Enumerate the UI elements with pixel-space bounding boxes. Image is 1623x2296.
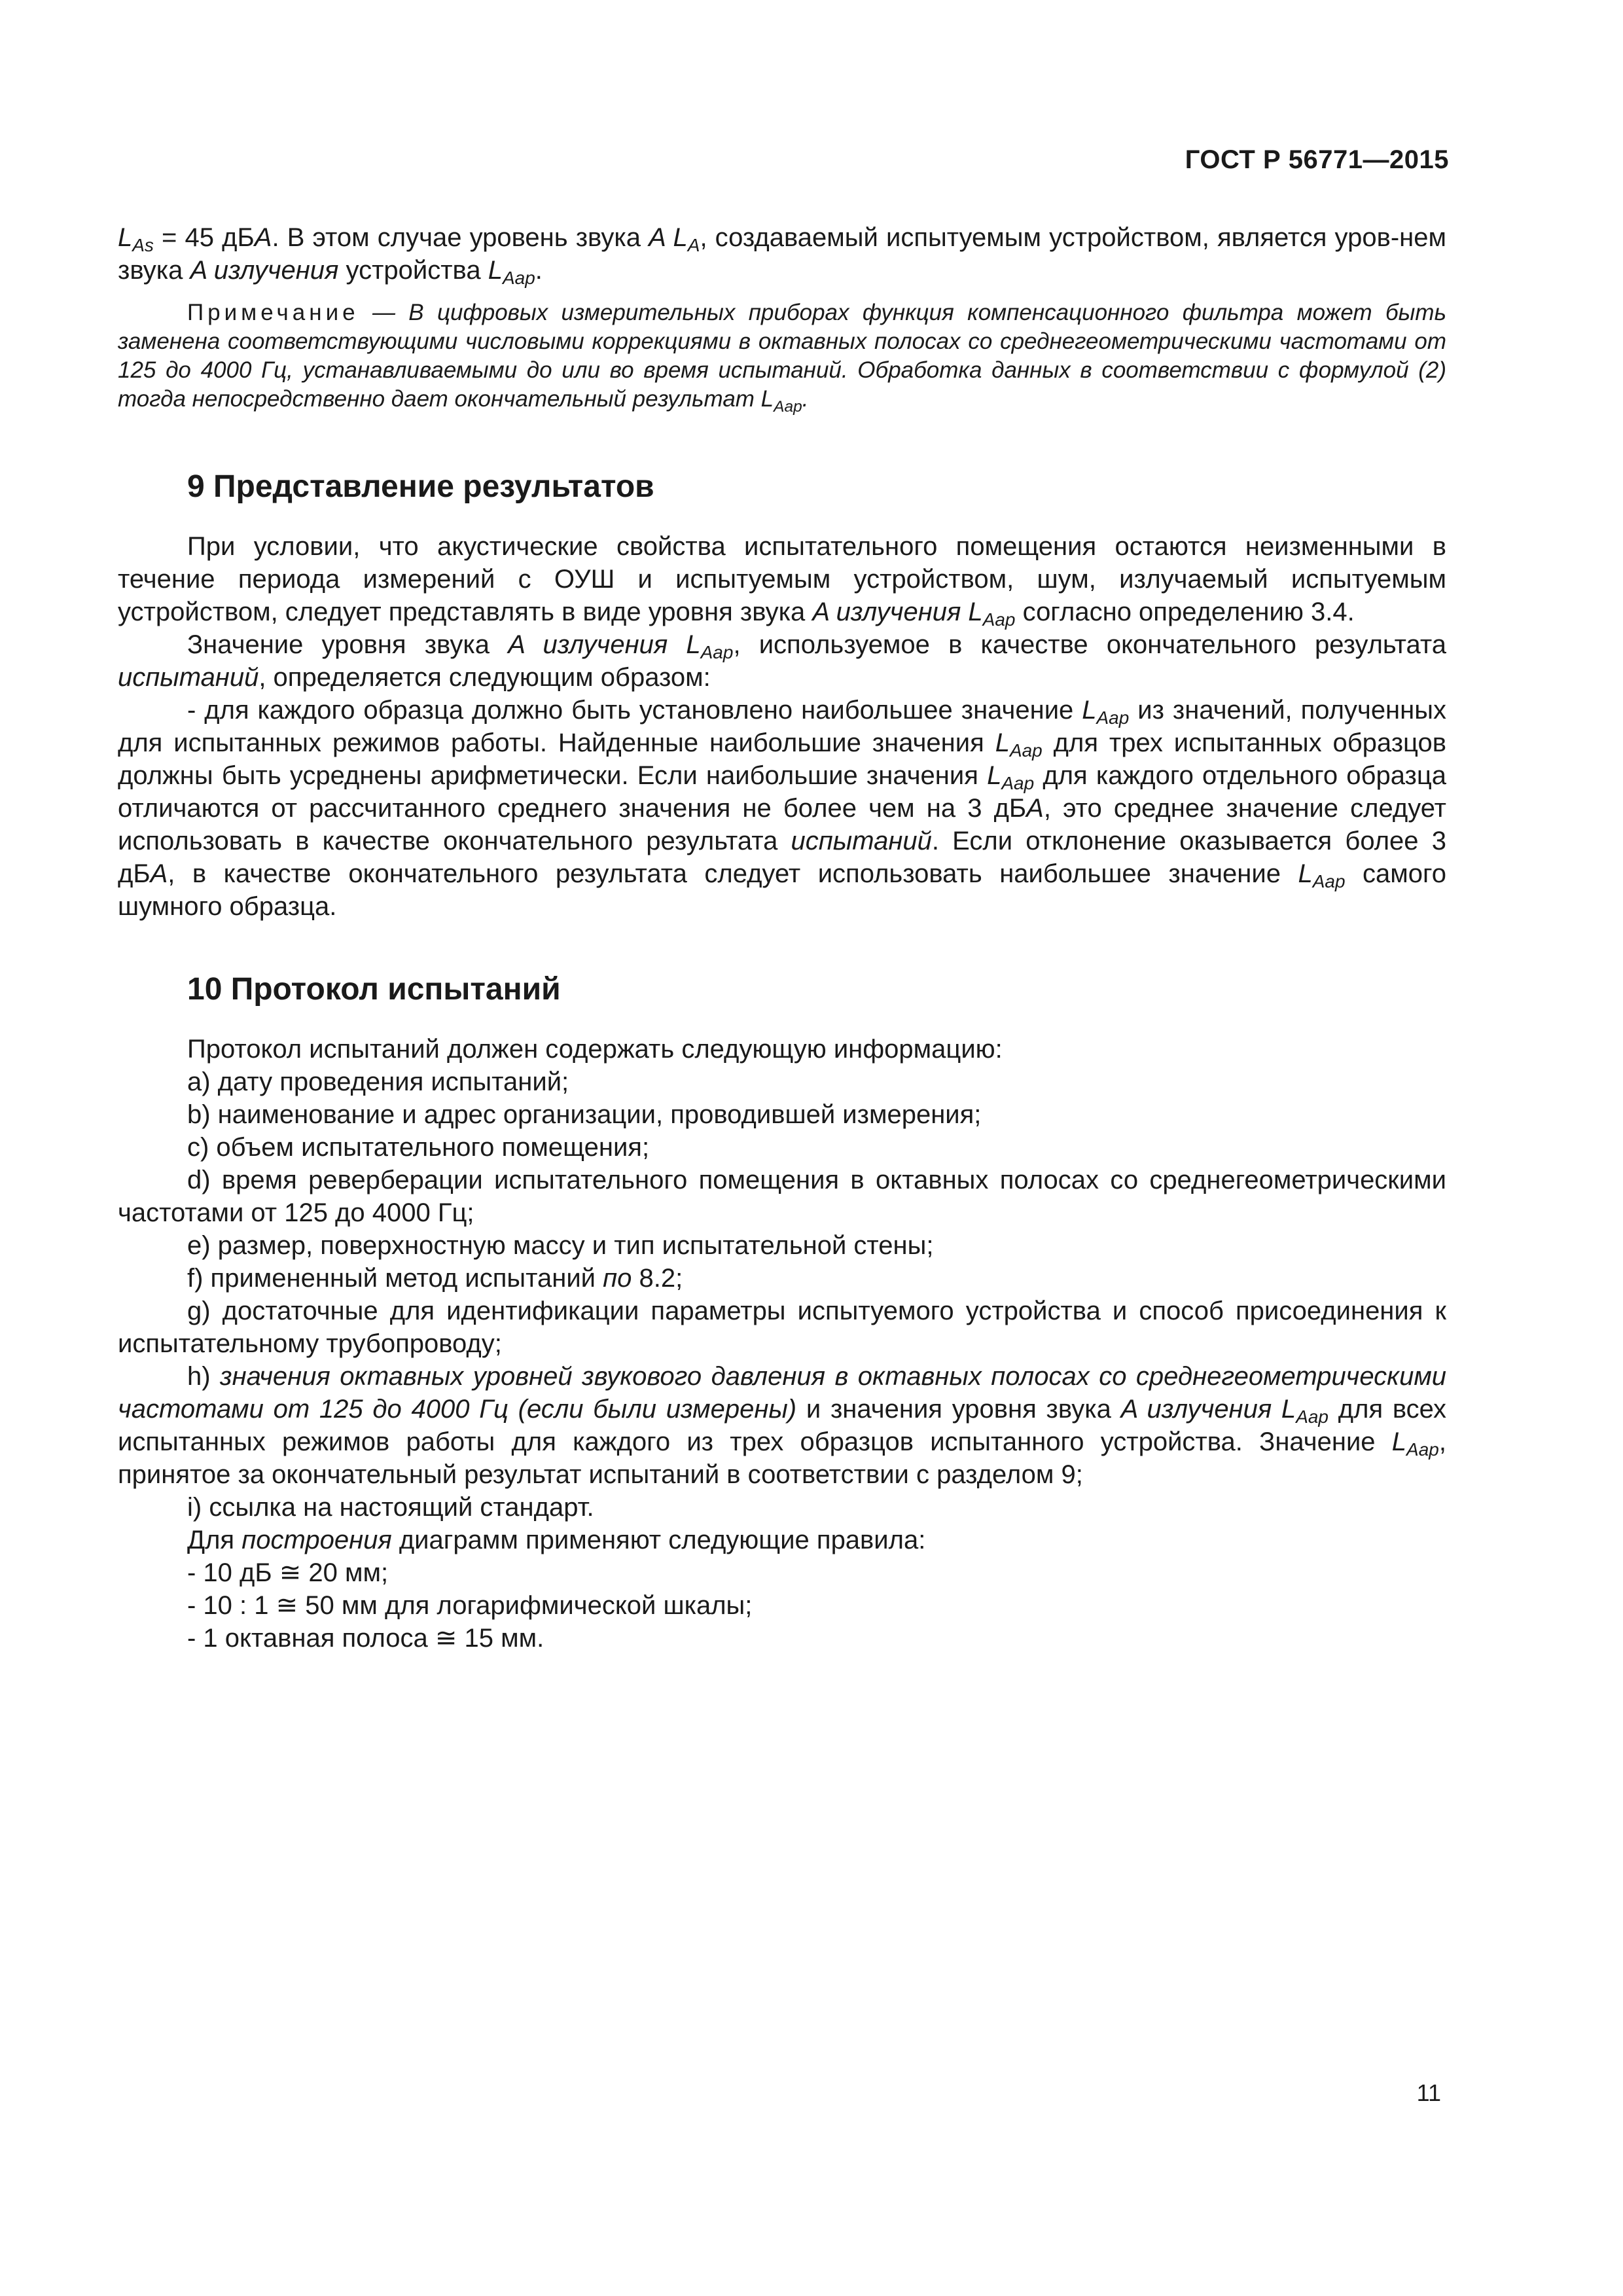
text: Значение уровня звука [187, 630, 508, 659]
symbol-l: L [1082, 696, 1097, 725]
text: . [535, 256, 543, 285]
rules-lead [118, 1524, 1446, 1556]
text: , это среднее значение следует использовать в качестве окончательного результата [118, 794, 1446, 855]
text: . В этом случае уровень звука [272, 223, 649, 252]
text-italic: A излучения L [1120, 1395, 1296, 1424]
section-10-heading: 10 Протокол испытаний [187, 972, 561, 1007]
intro-paragraph [118, 221, 1446, 287]
text-italic: испытаний [791, 827, 932, 855]
text: . [802, 386, 809, 412]
text: , создаваемый испытуемым устройством, является уров- [700, 223, 1400, 252]
note-paragraph [118, 298, 1446, 414]
text: для каждого отдельного образца отличаются от рассчитанного среднего значения не более чем на 3 дБ [118, 761, 1446, 823]
text: = 45 дБ [153, 223, 255, 252]
text: , принятое за окончательный результат испытаний в соответствии с разделом 9; [118, 1427, 1446, 1489]
text: самого шумного образца. [118, 859, 1447, 921]
rule-item-3: - 1 октавная полоса ≅ 15 мм. [187, 1624, 544, 1653]
text: из значений, полученных для испытанных режимов работы. Найденные наибольшие значения [118, 696, 1446, 757]
list-item-f [118, 1262, 1446, 1295]
text: 8.2; [632, 1264, 683, 1293]
text: диаграмм применяют следующие правила: [391, 1526, 926, 1554]
text-italic: A излучения [190, 256, 339, 285]
symbol-l: L [760, 386, 774, 412]
text: и значения уровня звука [796, 1395, 1121, 1424]
text-italic: A излучения L [812, 598, 983, 626]
rule-item-2: - 10 : 1 ≅ 50 мм для логарифмической шкалы; [187, 1591, 753, 1620]
symbol-l: L [987, 761, 1002, 790]
subscript: Aap [1312, 871, 1346, 891]
text: согласно определению 3.4. [1015, 598, 1355, 626]
list-item-d: d) время реверберации испытательного помещения в октавных полосах со среднегеометрическими частотами от 125 до 4000 Гц; [118, 1166, 1446, 1227]
text: нем звука [118, 223, 1447, 285]
section-10-lead: Протокол испытаний должен содержать следующую информацию: [187, 1035, 1003, 1064]
subscript: Aap [1009, 740, 1043, 761]
symbol-l: L [1298, 859, 1313, 888]
text: для всех испытанных режимов работы для каждого из трех образцов испытанного устройства. Значение [118, 1395, 1447, 1456]
subscript: Aap [982, 609, 1016, 630]
text-italic: испытаний [118, 663, 259, 692]
text: , определяется следующим образом: [259, 663, 711, 692]
subscript: Aap [502, 268, 535, 288]
text-italic: A [1026, 794, 1044, 823]
subscript: Aap [1406, 1439, 1439, 1460]
text: - для каждого образца должно быть установлено наибольшее значение [187, 696, 1082, 725]
subscript: Aap [1001, 773, 1035, 793]
text: . Если отклонение оказывается более 3 дБ [118, 827, 1446, 888]
text: , в качестве окончательного результата следует использовать наибольшее значение [168, 859, 1298, 888]
symbol-l: L [118, 223, 133, 252]
symbol-l: L [995, 728, 1010, 757]
rule-item-1: - 10 дБ ≅ 20 мм; [187, 1558, 389, 1587]
text: Для [187, 1526, 242, 1554]
list-item-b: b) наименование и адрес организации, проводившей измерения; [187, 1100, 982, 1129]
list-item-g: g) достаточные для идентификации параметры испытуемого устройства и способ присоединения к испытательному трубопроводу; [118, 1297, 1446, 1358]
text: устройства [338, 256, 488, 285]
list-item-a: a) дату проведения испытаний; [187, 1067, 569, 1096]
text: h) [187, 1362, 221, 1391]
subscript: As [132, 235, 154, 255]
symbol-l: L [1391, 1427, 1407, 1456]
subscript: A [687, 235, 700, 255]
list-item-i: i) ссылка на настоящий стандарт. [187, 1493, 594, 1522]
text-italic: построения [241, 1526, 392, 1554]
section-9-heading: 9 Представление результатов [187, 469, 654, 504]
text: , используемое в качестве окончательного результата [733, 630, 1447, 659]
section-9-paragraph-1 [118, 530, 1446, 628]
text-italic: A [254, 223, 272, 252]
symbol-l: L [488, 256, 503, 285]
note-label: Примечание [187, 300, 359, 325]
text: для трех испытанных образцов должны быть усреднены арифметически. Если наибольшие значения [118, 728, 1446, 790]
subscript: Aap [774, 398, 802, 416]
text-italic: по [603, 1264, 632, 1293]
document-code: ГОСТ Р 56771—2015 [1185, 145, 1449, 174]
subscript: Aap [1296, 1407, 1329, 1427]
page-content [118, 221, 1446, 1655]
text-italic: A излучения L [508, 630, 701, 659]
subscript: Aap [700, 642, 734, 662]
list-item-c: c) объем испытательного помещения; [187, 1133, 650, 1162]
text: f) примененный метод испытаний [187, 1264, 603, 1293]
note-text: — В цифровых измерительных приборах функция компенсационного фильтра может быть заменена соответствующими числовыми коррекциями в октавных полосах со среднегеометрическими частотами от 125 до 4000 Гц, устанавливаемыми до или во время испытаний. Обработка данных в соответствии с формулой (2) тогда непосредственно дает окончательный результат [118, 300, 1446, 412]
list-item-h [118, 1360, 1446, 1491]
text-italic: A L [649, 223, 688, 252]
page-number: 11 [1416, 2079, 1441, 2106]
subscript: Aap [1096, 708, 1130, 728]
text-italic: A [150, 859, 168, 888]
section-9-paragraph-2 [118, 628, 1446, 694]
list-item-e: e) размер, поверхностную массу и тип испытательной стены; [187, 1231, 934, 1260]
text: При условии, что акустические свойства испытательного помещения остаются неизменными в течение периода измерений с ОУШ и испытуемым устройством, шум, излучаемый испытуемым устройством, следует представлять в виде уровня звука [118, 532, 1446, 626]
section-9-paragraph-3 [118, 694, 1446, 923]
text-italic: значения октавных уровней звукового давления в октавных полосах со среднегеометрическими частотами от 125 до 4000 Гц (если были измерены) [118, 1362, 1446, 1424]
